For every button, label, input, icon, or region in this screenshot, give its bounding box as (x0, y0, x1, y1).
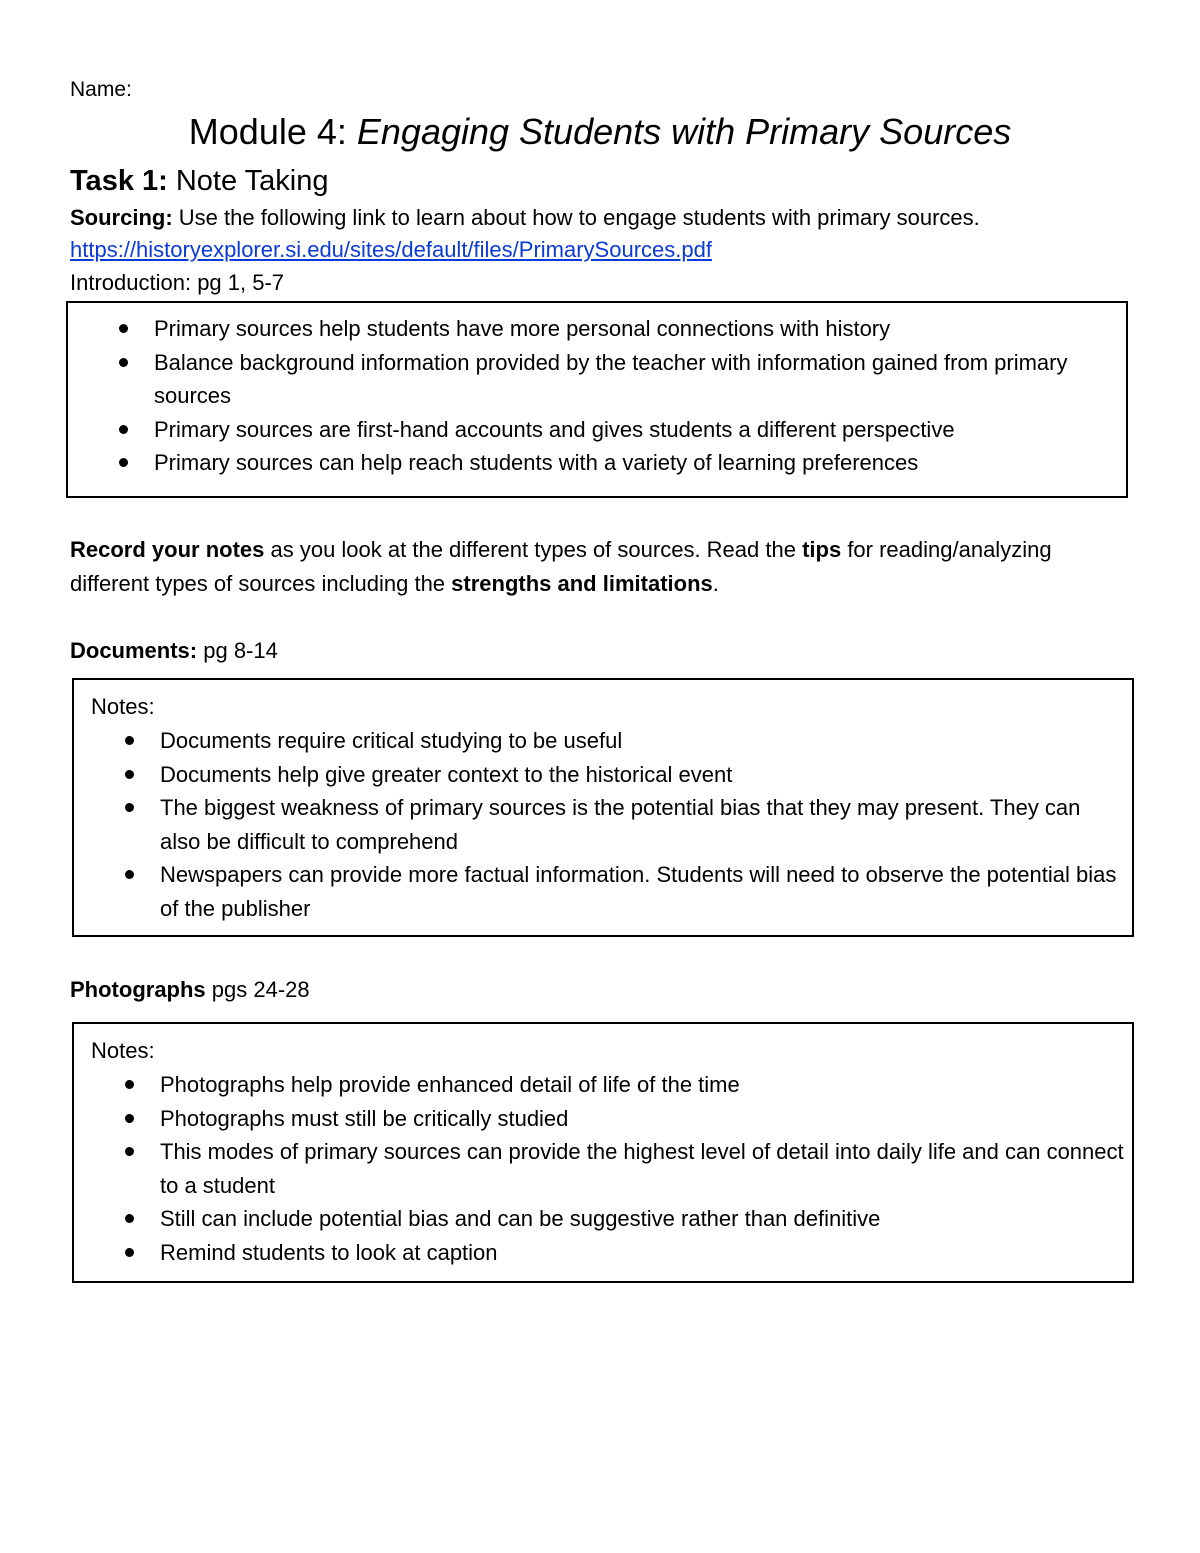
photographs-notes-label: Notes: (91, 1038, 155, 1063)
list-item: Photographs help provide enhanced detail of life of the time (160, 1068, 1125, 1102)
introduction-notes-box (66, 301, 1128, 498)
list-item: This modes of primary sources can provide the highest level of detail into daily life and can connect to a student (160, 1135, 1125, 1202)
sourcing-label: Sourcing: (70, 205, 173, 230)
record-bold-3: strengths and limitations (451, 571, 713, 596)
record-instructions (70, 533, 1130, 601)
page-title (0, 108, 1200, 156)
name-label: Name: (70, 78, 132, 101)
source-link-line (70, 233, 712, 267)
task-name: Note Taking (167, 165, 329, 197)
list-item: Balance background information provided by the teacher with information gained from primary sources (154, 346, 1114, 413)
list-item: The biggest weakness of primary sources is the potential bias that they may present. They can also be difficult to comprehend (160, 791, 1125, 858)
list-item: Remind students to look at caption (160, 1236, 1125, 1270)
list-item: Documents require critical studying to be useful (160, 724, 1125, 758)
list-item: Still can include potential bias and can be suggestive rather than definitive (160, 1202, 1125, 1236)
photographs-notes-box (72, 1022, 1134, 1283)
photographs-pages: pgs 24-28 (205, 977, 310, 1002)
sourcing-line (70, 201, 980, 235)
record-text-1: as you look at the different types of sources. Read the (264, 537, 803, 562)
list-item: Newspapers can provide more factual information. Students will need to observe the potential bias of the publisher (160, 858, 1125, 925)
list-item: Primary sources can help reach students with a variety of learning preferences (154, 446, 1114, 480)
photographs-bullet-list (160, 1068, 1125, 1270)
record-bold-2: tips (802, 537, 842, 562)
list-item: Photographs must still be critically studied (160, 1102, 1125, 1136)
photographs-heading (70, 973, 310, 1007)
list-item: Primary sources are first-hand accounts and gives students a different perspective (154, 413, 1114, 447)
title-prefix: Module 4: (188, 111, 357, 152)
introduction-heading: Introduction: pg 1, 5-7 (70, 270, 285, 295)
sourcing-text: Use the following link to learn about how to engage students with primary sources. (172, 205, 980, 230)
title-italic: Engaging Students with Primary Sources (356, 111, 1012, 152)
task-number: Task 1: (70, 165, 168, 197)
list-item: Documents help give greater context to the historical event (160, 758, 1125, 792)
task-heading (70, 162, 328, 200)
source-link[interactable]: https://historyexplorer.si.edu/sites/default/files/PrimarySources.pdf (70, 237, 712, 262)
documents-pages: pg 8-14 (197, 638, 278, 663)
documents-heading (70, 634, 278, 668)
record-text-2: for reading/analyzing different types of sources including the (70, 537, 1052, 596)
list-item: Primary sources help students have more personal connections with history (154, 312, 1114, 346)
photographs-label: Photographs (70, 977, 206, 1002)
record-text-3: . (712, 571, 719, 596)
documents-bullet-list (160, 724, 1125, 926)
record-bold-1: Record your notes (70, 537, 265, 562)
documents-label: Documents: (70, 638, 198, 663)
documents-notes-box (72, 678, 1134, 937)
introduction-bullet-list (154, 312, 1114, 480)
documents-notes-label: Notes: (91, 694, 155, 719)
